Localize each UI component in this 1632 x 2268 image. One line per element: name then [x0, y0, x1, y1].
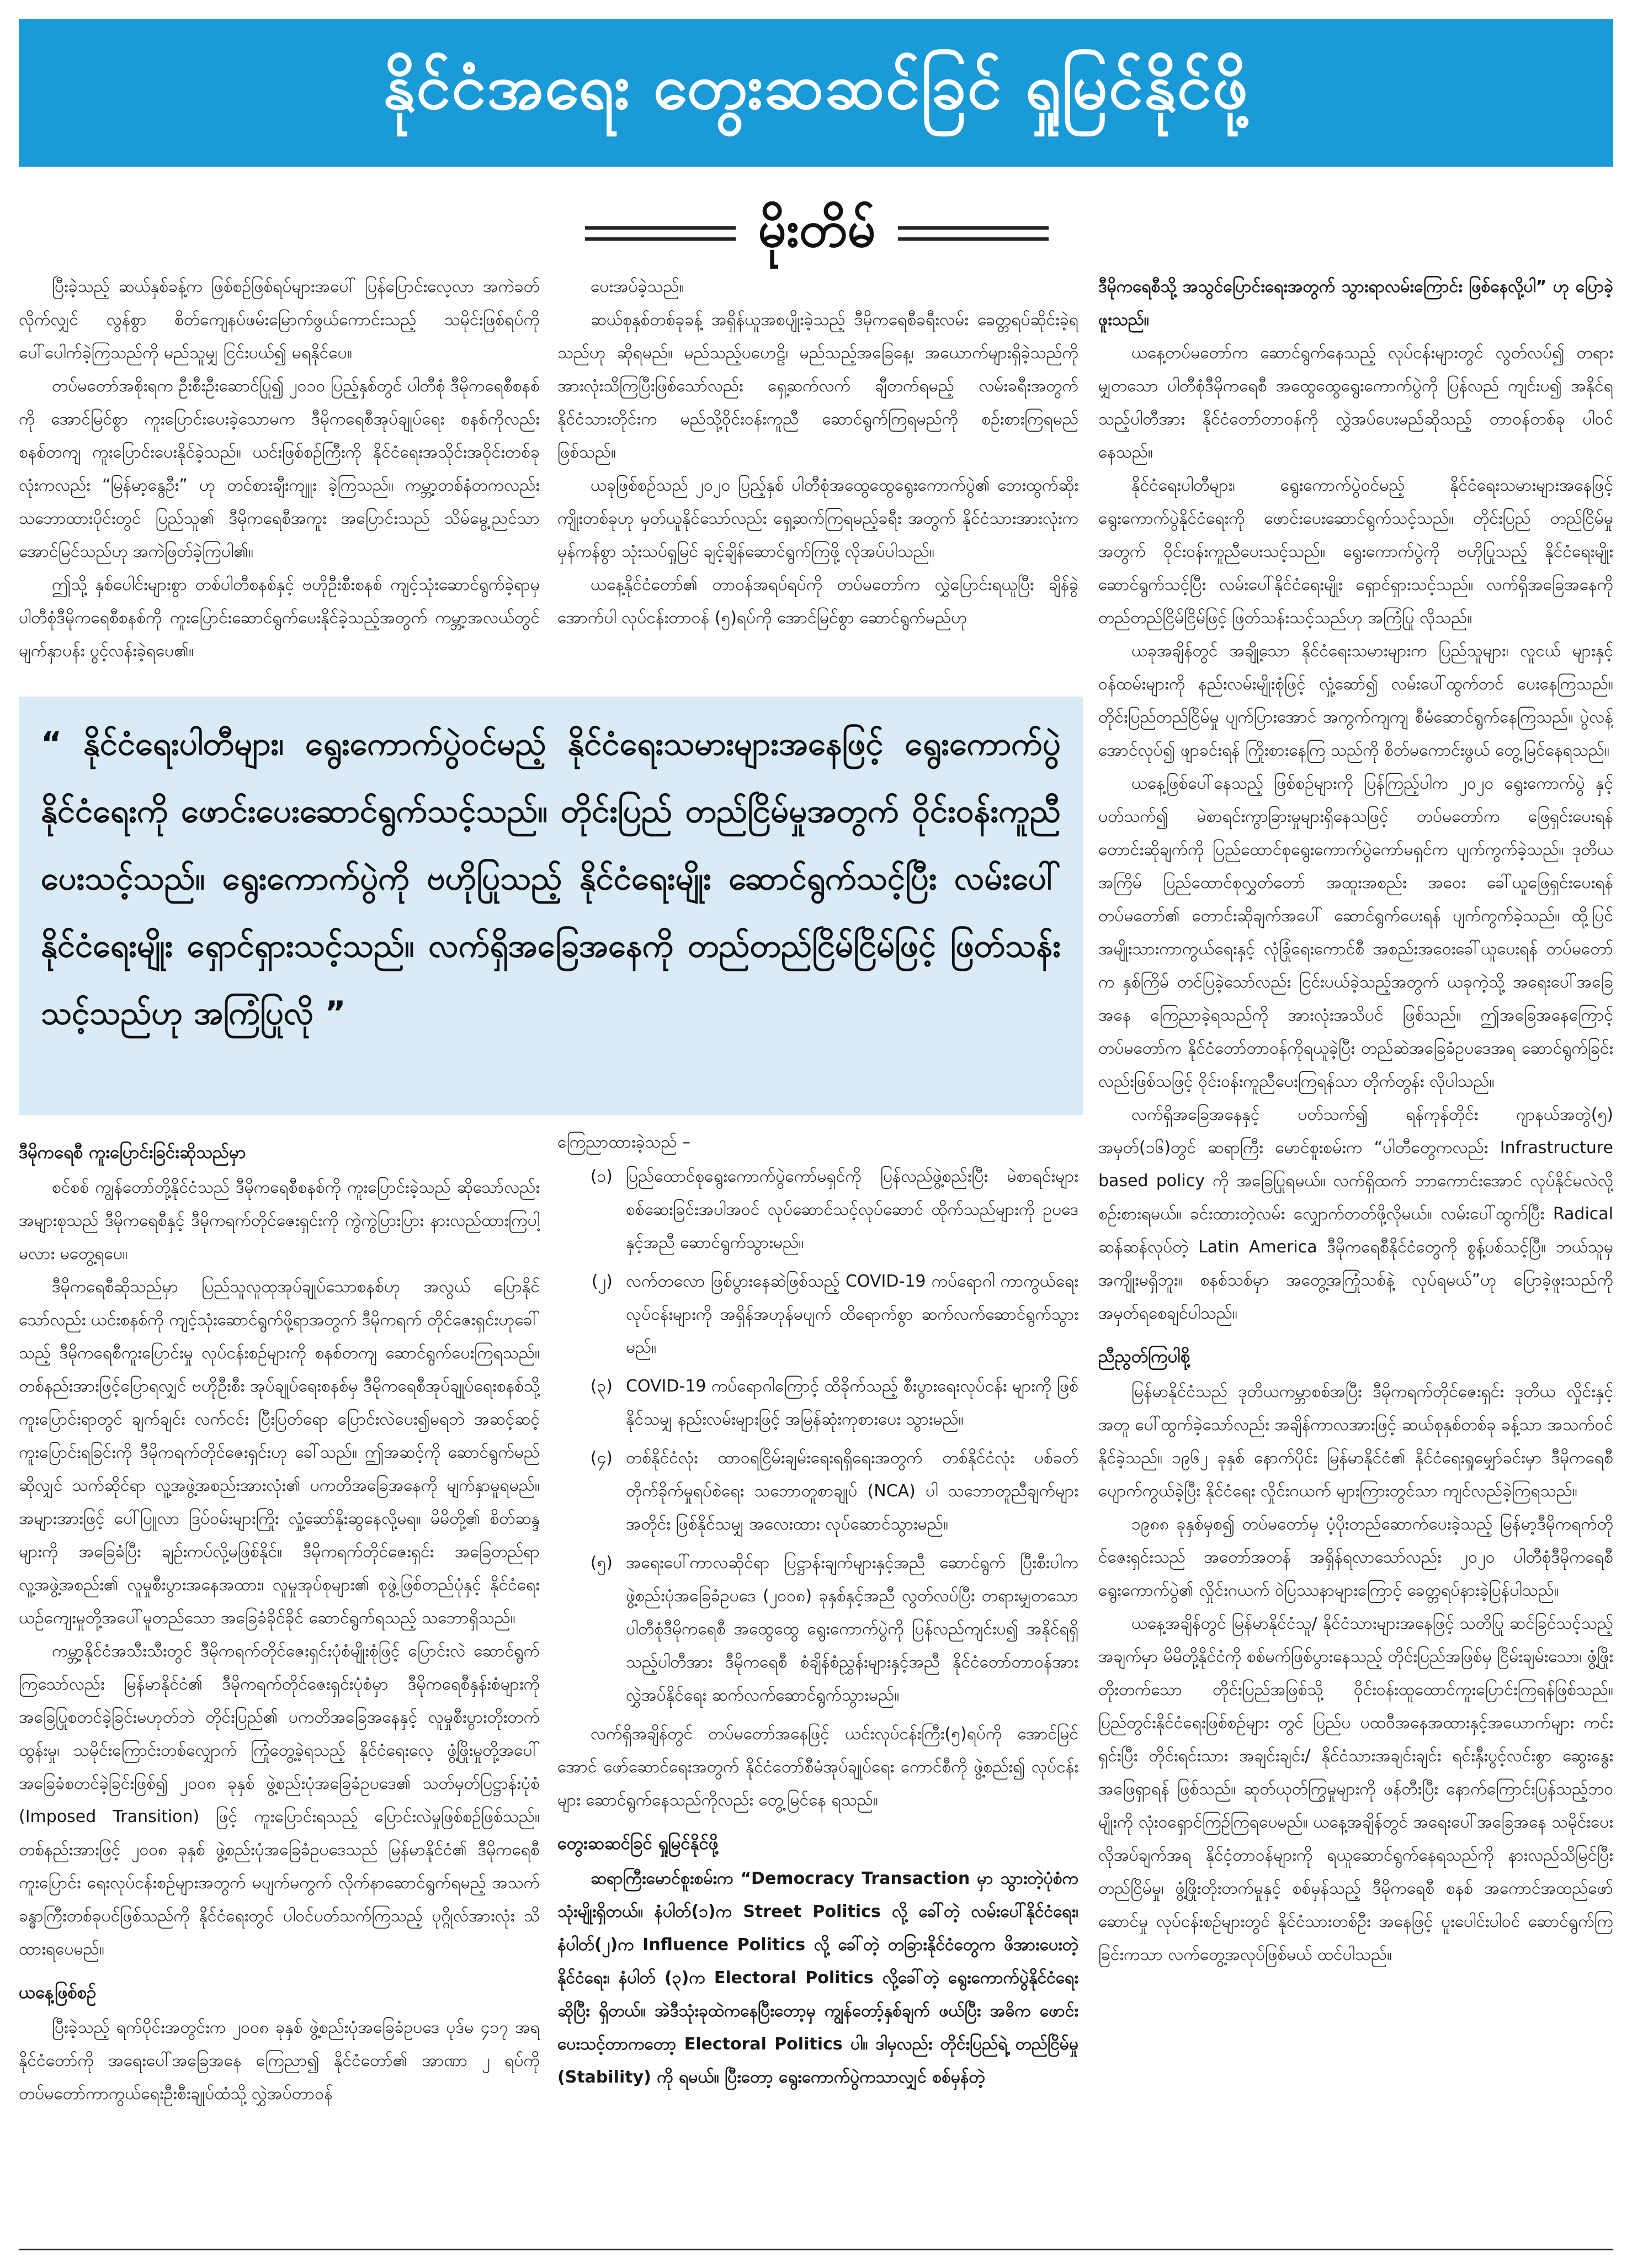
list-item: (၂) လက်တလော ဖြစ်ပွားနေဆဲဖြစ်သည့် COVID-19 ကပ်ရောဂါ ကာကွယ်ရေးလုပ်ငန်းများကို အရှိန်အဟုန်မပျက် ထိရောက်စွာ ဆက်လက်ဆောင်ရွက်သွားမည်။: [591, 1272, 1078, 1357]
paragraph: ဆရာကြီးမောင်စူးစမ်းက “Democracy Transaction မှာ သွားတဲ့ပုံစံက သုံးမျိုးရှိတယ်။ နံပါတ်(၁)က Street Politics လို့ ခေါ်တဲ့ လမ်းပေါ်နိုင်ငံရေး၊ နံပါတ်(၂)က Influence Politics လို့ ခေါ်တဲ့ တခြားနိုင်ငံတွေက ဖိအားပေးတဲ့ နိုင်ငံရေး၊ နံပါတ် (၃)က Electoral Politics လို့ခေါ်တဲ့ ရွေးကောက်ပွဲနိုင်ငံရေး ဆိုပြီး ရှိတယ်။ အဲဒီသုံးခုထဲကနေပြီးတော့မှ ကျွန်တော့်နှစ်ချက် ဖယ်ပြီး အဓိက ဖောင်းပေးသင့်တာကတော့ Electoral Politics ပါ။ ဒါမှလည်း တိုင်းပြည်ရဲ့ တည်ငြိမ်မှု (Stability) ကို ရမယ်။ ပြီးတော့ ရွေးကောက်ပွဲကသာလျှင် စစ်မှန်တဲ့: [557, 1869, 1078, 2087]
paragraph: ပေးအပ်ခဲ့သည်။: [591, 277, 684, 296]
paragraph: ၁၉၈၈ ခုနှစ်မှစ၍ တပ်မတော်မှ ပံ့ပိုးတည်ဆောက်ပေးခဲ့သည့် မြန်မာ့ဒီမိုကရက်တိုင်ဇေးရှင်းသည် အတော်အတန် အရှိန်ရလာသော်လည်း ၂၀၂၀ ပါတီစုံဒီမိုကရေစီရွေးကောက်ပွဲ၏ လှိုင်းဂယက် ဝဲပြဿနာများကြောင့် ခေတ္တရပ်နားခဲ့ပြန်ပါသည်။: [1098, 1515, 1613, 1600]
list-item: (၄) တစ်နိုင်ငံလုံး ထာဝရငြိမ်းချမ်းရေးရရှိရေးအတွက် တစ်နိုင်ငံလုံး ပစ်ခတ်တိုက်ခိုက်မှုရပ်စဲရေး သဘောတူစာချုပ် (NCA) ပါ သဘောတူညီချက်များအတိုင်း ဖြစ်နိုင်သမျှ အလေးထား လုပ်ဆောင်သွားမည်။: [590, 1448, 1078, 1534]
column-1-bottom: [19, 1126, 540, 2241]
list-item: (၅) အရေးပေါ်ကာလဆိုင်ရာ ပြဋ္ဌာန်းချက်များနှင့်အညီ ဆောင်ရွက် ပြီးစီးပါက ဖွဲ့စည်းပုံအခြေခံဥပဒေ (၂၀၀၈) ခုနှစ်နှင့်အညီ လွတ်လပ်ပြီး တရားမျှတသော ပါတီစုံဒီမိုကရေစီ အထွေထွေ ရွေးကောက်ပွဲကို ပြန်လည်ကျင်းပ၍ အနိုင်ရရှိသည့်ပါတီအား ဒီမိုကရေစီ စံချိန်စံညွှန်းများနှင့်အညီ နိုင်ငံတော်တာဝန်အား လွှဲအပ်နိုင်ရေး ဆက်လက်ဆောင်ရွက်သွားမည်။: [590, 1553, 1078, 1705]
paragraph: မြန်မာနိုင်ငံသည် ဒုတိယကမ္ဘာစစ်အပြီး ဒီမိုကရက်တိုင်ဇေးရှင်း ဒုတိယ လှိုင်းနှင့်အတူ ပေါ်ထွက်ခဲ့သော်လည်း အချိန်ကာလအားဖြင့် ဆယ်စုနှစ်တစ်ခု ခန့်သာ အသက်ဝင်နိုင်ခဲ့သည်။ ၁၉၆၂ ခုနှစ် နောက်ပိုင်း မြန်မာနိုင်ငံ၏ နိုင်ငံရေးရှုမျှော်ခင်းမှာ ဒီမိုကရေစီပျောက်ကွယ်ခဲ့ပြီး နိုင်ငံရေး လှိုင်းဂယက် များကြားတွင်သာ ကျင်လည်ခဲ့ကြရသည်။: [1098, 1382, 1613, 1501]
paragraph: ယနေ့ဖြစ်ပေါ်နေသည့် ဖြစ်စဉ်များကို ပြန်ကြည့်ပါက ၂၀၂၀ ရွေးကောက်ပွဲ နှင့် ပတ်သက်၍ မဲစာရင်းကွာခြားမှုများရှိနေသဖြင့် တပ်မတော်က ဖြေရှင်းပေးရန် တောင်းဆိုချက်ကို ပြည်ထောင်စုရွေးကောက်ပွဲကော်မရှင်က ပျက်ကွက်ခဲ့သည်။ ဒုတိယအကြိမ် ပြည်ထောင်စုလွှတ်တော် အထူးအစည်း အဝေး ခေါ်ယူဖြေရှင်းပေးရန် တပ်မတော်၏ တောင်းဆိုချက်အပေါ် ဆောင်ရွက်ပေးရန် ပျက်ကွက်ခဲ့သည်။ ထို့ပြင် အမျိုးသားကာကွယ်ရေးနှင့် လုံခြုံရေးကောင်စီ အစည်းအဝေးခေါ်ယူပေးရန် တပ်မတော်က နှစ်ကြိမ် တင်ပြခဲ့သော်လည်း ငြင်းပယ်ခဲ့သည့်အတွက် ယခုကဲ့သို့ အရေးပေါ်အခြေ အနေ ကြေညာခဲ့ရသည်ကို အားလုံးအသိပင် ဖြစ်သည်။ ဤအခြေအနေကြောင့် တပ်မတော်က နိုင်ငံတော်တာဝန်ကိုရယူခဲ့ပြီး တည်ဆဲအခြေခံဥပဒေအရ ဆောင်ရွက်ခြင်းလည်းဖြစ်သဖြင့် ဝိုင်းဝန်းကူညီပေးကြရန်သာ တိုက်တွန်း လိုပါသည်။: [1098, 774, 1613, 1091]
paragraph: စင်စစ် ကျွန်တော်တို့နိုင်ငံသည် ဒီမိုကရေစီစနစ်ကို ကူးပြောင်းခဲ့သည် ဆိုသော်လည်း အများစုသည် ဒီမိုကရေစီနှင့် ဒီမိုကရက်တိုင်ဇေးရှင်းကို ကွဲကွဲပြားပြား နားလည်ထားကြပါ့မလား မတွေ့ရပေ။: [19, 1178, 540, 1263]
paragraph: တပ်မတော်အစိုးရက ဦးစီးဦးဆောင်ပြု၍ ၂၀၁၀ ပြည့်နှစ်တွင် ပါတီစုံ ဒီမိုကရေစီစနစ်ကို အောင်မြင်စွာ ကူးပြောင်းပေးခဲ့သောမက ဒီမိုကရေစီအုပ်ချုပ်ရေး စနစ်ကိုလည်း စနစ်တကျ ကူးပြောင်းပေးနိုင်ခဲ့သည်။ ယင်းဖြစ်စဉ်ကြီးကို နိုင်ငံရေးအသိုင်းအဝိုင်းတစ်ခုလုံးကလည်း “မြန်မာ့နွေဦး” ဟု တင်စားချီးကျူး ခဲ့ကြသည်။ ကမ္ဘာ့တစ်နံတကလည်း သဘောထားပိုင်းတွင် ပြည်သူ၏ ဒီမိုကရေစီအကူး အပြောင်းသည် သိမ်မွေ့ညင်သာ အောင်မြင်သည်ဟု အကဲဖြတ်ခဲ့ကြပါ၏။: [19, 376, 540, 561]
byline-rule-left: [585, 226, 736, 241]
paragraph: ပြီးခဲ့သည့် ဆယ်နှစ်ခန့်က ဖြစ်စဉ်ဖြစ်ရပ်များအပေါ် ပြန်ပြောင်းလေ့လာ အကဲခတ်လိုက်လျှင် လွန်စွာ စိတ်ကျေနပ်ဖမ်းမြောက်ဖွယ်ကောင်းသည့် သမိုင်းဖြစ်ရပ်ကို ပေါ်ပေါက်ခဲ့ကြသည်ကို မည်သူမျှ ငြင်းပယ်၍ မရနိုင်ပေ။: [19, 277, 540, 363]
article-title: နိုင်ငံအရေး တွေးဆဆင်ခြင် ရှုမြင်နိုင်ဖို့: [383, 51, 1249, 123]
column-1-top: [19, 270, 540, 690]
list-item: (၃) COVID-19 ကပ်ရောဂါကြောင့် ထိခိုက်သည့် စီးပွားရေးလုပ်ငန်း များကို ဖြစ်နိုင်သမျှ နည်းလမ်းများဖြင့် အမြန်ဆုံးကုစားပေး သွားမည်။: [590, 1377, 1078, 1429]
paragraph: လက်ရှိအချိန်တွင် တပ်မတော်အနေဖြင့် ယင်းလုပ်ငန်းကြီး(၅)ရပ်ကို အောင်မြင်အောင် ဖော်ဆောင်ရေးအတွက် နိုင်ငံတော်စီမံအုပ်ချုပ်ရေး ကောင်စီကို ဖွဲ့စည်း၍ လုပ်ငန်းများ ဆောင်ရွက်နေသည်ကိုလည်း တွေ့မြင်နေ ရသည်။: [557, 1724, 1078, 1810]
pull-quote-box: [19, 697, 1083, 1115]
column-2-bottom: [557, 1126, 1078, 2241]
title-banner: [19, 19, 1613, 167]
column-3: [1098, 270, 1613, 2241]
paragraph: ယနေ့နိုင်ငံတော်၏ တာဝန်အရပ်ရပ်ကို တပ်မတော်က လွှဲပြောင်းရယူပြီး ချိန်ခွဲ အောက်ပါ လုပ်ငန်းတာဝန် (၅)ရပ်ကို အောင်မြင်စွာ ဆောင်ရွက်မည်ဟု: [557, 575, 1078, 628]
section-heading: ဒီမိုကရေစီ ကူးပြောင်းခြင်းဆိုသည်မှာ: [19, 1143, 246, 1162]
byline-rule-right: [898, 226, 1049, 241]
paragraph: နိုင်ငံရေးပါတီများ၊ ရွေးကောက်ပွဲဝင်မည့် နိုင်ငံရေးသမားများအနေဖြင့် ရွေးကောက်ပွဲနိုင်ငံရေးကို ဖောင်းပေးဆောင်ရွက်သင့်သည်။ တိုင်းပြည် တည်ငြိမ်မှုအတွက် ဝိုင်းဝန်းကူညီပေးသင့်သည်။ ရွေးကောက်ပွဲကို ဗဟိုပြုသည့် နိုင်ငံရေးမျိုး ဆောင်ရွက်သင့်ပြီး လမ်းပေါ်နိုင်ငံရေးမျိုး ရှောင်ရှားသင့်သည်။ လက်ရှိအခြေအနေကို တည်တည်ငြိမ်ငြိမ်ဖြင့် ဖြတ်သန်းသင့်သည်ဟု အကြံပြု လိုသည်။: [1098, 476, 1613, 628]
paragraph: ကြေညာထားခဲ့သည် –: [557, 1133, 690, 1152]
section-heading: ယနေ့ဖြစ်စဉ်: [19, 1983, 97, 2003]
paragraph: ယခုအချိန်တွင် အချို့သော နိုင်ငံရေးသမားများက ပြည်သူများ၊ လူငယ် များနှင့် ဝန်ထမ်းများကို နည်းလမ်းမျိုးစုံဖြင့် လှုံ့ဆော်၍ လမ်းပေါ်ထွက်တင် ပေးနေကြသည်။ တိုင်းပြည်တည်ငြိမ်မှု ပျက်ပြားအောင် အကွက်ကျကျ စီမံဆောင်ရွက်နေကြသည်။ ပွဲလန့်အောင်လုပ်၍ ဖျာခင်းရန် ကြိုးစားနေကြ သည်ကို စိတ်မကောင်းဖွယ် တွေ့မြင်နေရသည်။: [1098, 641, 1613, 760]
paragraph: လက်ရှိအခြေအနေနှင့် ပတ်သက်၍ ရန်ကုန်တိုင်း ဂျာနယ်အတွဲ(၅) အမှတ်(၁၆)တွင် ဆရာကြီး မောင်စူးစမ်းက “ပါတီတွေကလည်း Infrastructure based policy ကို အခြေပြုရမယ်။ လက်ရှိထက် ဘာကောင်းအောင် လုပ်နိုင်မလဲလို့ စဉ်းစားရမယ်။ ခင်းထားတဲ့လမ်း လျှောက်တတ်ဖို့လိုမယ်။ လမ်းပေါ်ထွက်ပြီး Radical ဆန်ဆန်လုပ်တဲ့ Latin America ဒီမိုကရေစီနိုင်ငံတွေကို စွန့်ပစ်သင့်ပြီ။ ဘယ်သူမှ အကျိုးမရှိဘူး။ စနစ်သစ်မှာ အတွေ့အကြုံသစ်နဲ့ လုပ်ရမယ်”ဟု ပြောခဲ့ဖူးသည်ကို အမှတ်ရစေချင်ပါသည်။: [1098, 1105, 1613, 1323]
paragraph: ဆယ်စုနှစ်တစ်ခုခန့် အရှိန်ယူအစပျိုးခဲ့သည့် ဒီမိုကရေစီခရီးလမ်း ခေတ္တရပ်ဆိုင်းခဲ့ရသည်ဟု ဆိုရမည်။ မည်သည့်ပဟေဠိ၊ မည်သည့်အခြေနေ့၊ အယောက်များရှိခဲ့သည်ကို အားလုံးသိကြပြီးဖြစ်သော်လည်း ရှေ့ဆက်လက် ချီတက်ရမည့် လမ်းခရီးအတွက် နိုင်ငံသားတိုင်းက မည်သို့ဝိုင်းဝန်းကူညီ ဆောင်ရွက်ကြရမည်ကို စဉ်းစားကြရမည်ဖြစ်သည်။: [557, 310, 1078, 462]
paragraph: ကမ္ဘာ့နိုင်ငံအသီးသီးတွင် ဒီမိုကရက်တိုင်ဇေးရှင်းပုံစံမျိုးစုံဖြင့် ပြောင်းလဲ ဆောင်ရွက်ကြသော်လည်း မြန်မာနိုင်ငံ၏ ဒီမိုကရက်တိုင်ဇေးရှင်းပုံစံမှာ ဒီမိုကရေစီနှန်းစံများကို အခြေပြုစတင်ခဲ့ခြင်းမဟုတ်ဘဲ တိုင်းပြည်၏ ပကတိအခြေအနေနှင့် လူမှုစီးပွားတိုးတက်ထွန်းမှု၊ သမိုင်းကြောင်းတစ်လျှောက် ကြုံတွေ့ခဲ့ရသည့် နိုင်ငံရေးလေ့ ဖွံ့ဖြိုးမှုတို့အပေါ် အခြေခံစတင်ခဲ့ခြင်းဖြစ်၍ ၂၀၀၈ ခုနှစ် ဖွဲ့စည်းပုံအခြေခံဥပဒေ၏ သတ်မှတ်ပြဋ္ဌာန်းပုံစံ (Imposed Transition) ဖြင့် ကူးပြောင်းရသည့် ပြောင်းလဲမှုဖြစ်စဉ်ဖြစ်သည်။ တစ်နည်းအားဖြင့် ၂၀၀၈ ခုနှစ် ဖွဲ့စည်းပုံအခြေခံဥပဒေသည် မြန်မာနိုင်ငံ၏ ဒီမိုကရေစီကူးပြောင်း ရေးလုပ်ငန်းစဉ်များအတွက် မပျက်မကွက် လိုက်နာဆောင်ရွက်ရမည့် အသက်ခန္ဓာကြီးတစ်ခုပင်ဖြစ်သည်ကို နိုင်ငံရေးတွင် ပါဝင်ပတ်သက်ကြသည့် ပုဂ္ဂိုလ်အားလုံး သိထားရပေမည်။: [19, 1642, 540, 1959]
author-byline: မိုးတိမ်: [758, 200, 876, 258]
paragraph: ယခုဖြစ်စဉ်သည် ၂၀၂၀ ပြည့်နှစ် ပါတီစုံအထွေထွေရွေးကောက်ပွဲ၏ ဘေးထွက်ဆိုးကျိုးတစ်ခုဟု မှတ်ယူနိုင်သော်လည်း ရှေ့ဆက်ကြရမည့်ခရီး အတွက် နိုင်ငံသားအားလုံးက မှန်ကန်စွာ သုံးသပ်ရှုမြင် ချင့်ချိန်ဆောင်ရွက်ကြဖို့ လိုအပ်ပါသည်။: [557, 476, 1078, 561]
section-heading: ညီညွတ်ကြပါစို့: [1098, 1347, 1190, 1367]
list-item: (၁) ပြည်ထောင်စုရွေးကောက်ပွဲကော်မရှင်ကို ပြန်လည်ဖွဲ့စည်းပြီး မဲစာရင်းများ စစ်ဆေးခြင်းအပါအဝင် လုပ်ဆောင်သင့်လုပ်ဆောင် ထိုက်သည်များကို ဥပဒေနှင့်အညီ ဆောင်ရွက်သွားမည်။: [590, 1167, 1078, 1252]
pull-quote: “ နိုင်ငံရေးပါတီများ၊ ရွေးကောက်ပွဲဝင်မည့် နိုင်ငံရေးသမားများအနေဖြင့် ရွေးကောက်ပွဲနိုင်ငံရေးကို ဖောင်းပေးဆောင်ရွက်သင့်သည်။ တိုင်းပြည် တည်ငြိမ်မှုအတွက် ဝိုင်းဝန်းကူညီပေးသင့်သည်။ ရွေးကောက်ပွဲကို ဗဟိုပြုသည့် နိုင်ငံရေးမျိုး ဆောင်ရွက်သင့်ပြီး လမ်းပေါ်နိုင်ငံရေးမျိုး ရှောင်ရှားသင့်သည်။ လက်ရှိအခြေအနေကို တည်တည်ငြိမ်ငြိမ်ဖြင့် ဖြတ်သန်းသင့်သည်ဟု အကြံပြုလို ”: [41, 725, 1061, 1032]
section-heading: တွေးဆဆင်ခြင် ရှုမြင်နိုင်ဖို့: [557, 1834, 719, 1853]
paragraph: ယနေ့တပ်မတော်က ဆောင်ရွက်နေသည့် လုပ်ငန်းများတွင် လွတ်လပ်၍ တရားမျှတသော ပါတီစုံဒီမိုကရေစီ အထွေထွေရွေးကောက်ပွဲကို ပြန်လည် ကျင်းပ၍ အနိုင်ရသည့်ပါတီအား နိုင်ငံတော်တာဝန်ကို လွှဲအပ်ပေးမည်ဆိုသည့် တာဝန်တစ်ခု ပါဝင်နေသည်။: [1098, 343, 1613, 462]
paragraph: ပြီးခဲ့သည့် ရက်ပိုင်းအတွင်းက ၂၀၀၈ ခုနှစ် ဖွဲ့စည်းပုံအခြေခံဥပဒေ ပုဒ်မ ၄၁၇ အရ နိုင်ငံတော်ကို အရေးပေါ်အခြေအနေ ကြေညာ၍ နိုင်ငံတော်၏ အာဏာ ၂ ရပ်ကို တပ်မတော်ကာကွယ်ရေးဦးစီးချုပ်ထံသို့ လွှဲအပ်တာဝန်: [19, 2018, 540, 2104]
paragraph: ဒီမိုကရေစီဆိုသည်မှာ ပြည်သူလူထုအုပ်ချုပ်သောစနစ်ဟု အလွယ် ပြောနိုင်သော်လည်း ယင်းစနစ်ကို ကျင့်သုံးဆောင်ရွက်ဖို့ရာအတွက် ဒီမိုကရက် တိုင်ဇေးရှင်းဟုခေါ်သည့် ဒီမိုကရေစီကူးပြောင်းမှု လုပ်ငန်းစဉ်များကို စနစ်တကျ ဆောင်ရွက်ပေးကြရသည်။ တစ်နည်းအားဖြင့်ပြောရလျှင် ဗဟိုဦးစီး အုပ်ချုပ်ရေးစနစ်မှ ဒီမိုကရေစီအုပ်ချုပ်ရေးစနစ်သို့ ကူးပြောင်းရာတွင် ချက်ချင်း လက်ငင်း ပြီးပြတ်ရော ပြောင်းလဲပေး၍မရဘဲ အဆင့်ဆင့်ကူးပြောင်းရခြင်းကို ဒီမိုကရက်တိုင်ဇေးရှင်းဟု ခေါ်သည်။ ဤအဆင့်ကို ဆောင်ရွက်မည်ဆိုလျှင် သက်ဆိုင်ရာ လူ့အဖွဲ့အစည်းအားလုံး၏ ပကတိအခြေအနေကို မျက်နှာမူရမည်။ အများအားဖြင့် ပေါ်ပြူလာ ဒြပ်ဝမ်းများကြိုး လှုံ့ဆော်နိုးဆွနေလို့မရ။ မိမိတို့၏ စိတ်ဆန္ဒများကို အခြေခံပြီး ချဉ်းကပ်လို့မဖြစ်နိုင်။ ဒီမိုကရက်တိုင်ဇေးရှင်း အခြေတည်ရာ လူ့အဖွဲ့အစည်း၏ လူမှုစီးပွားအနေအထား၊ လူမှုအုပ်စုများ၏ စုဖွဲ့ဖြစ်တည်ပုံနှင့် နိုင်ငံရေးယဉ်ကျေးမှုတို့အပေါ်မူတည်သော အခြေခံခိုင်ခိုင် ဆောင်ရွက်ရသည့် သဘောရှိသည်။: [19, 1277, 540, 1628]
paragraph: ယနေ့အချိန်တွင် မြန်မာနိုင်ငံသူ/ နိုင်ငံသားများအနေဖြင့် သတိပြု ဆင်ခြင်သင့်သည့်အချက်မှာ မိမိတို့နိုင်ငံကို စစ်မက်ဖြစ်ပွားနေသည့် တိုင်းပြည်အဖြစ်မှ ငြိမ်းချမ်းသော၊ ဖွံ့ဖြိုးတိုးတက်သော တိုင်းပြည်အဖြစ်သို့ ဝိုင်းဝန်းထူထောင်ကူးပြောင်းကြရန်ဖြစ်သည်။ ပြည်တွင်းနိုင်ငံရေးဖြစ်စဉ်များ တွင် ပြည်ပ ပထဝီအနေအထားနှင့်အယောက်များ ကင်းရှင်းပြီး တိုင်းရင်းသား အချင်းချင်း/ နိုင်ငံသားအချင်းချင်း ရင်းနှီးပွင့်လင်းစွာ ဆွေးနွေးအဖြေရှာရန် ဖြစ်သည်။ ဆုတ်ယုတ်ကြွမှုများကို ဖန်တီးပြီး နောက်ကြောင်းပြန်သည့်ဘဝမျိုးကို လုံးဝရှောင်ကြဉ်ကြရပေမည်။ ယနေ့အချိန်တွင် အရေးပေါ်အခြေအနေ သမိုင်းပေးလိုအပ်ချက်အရ နိုင်ငံ့တာဝန်များကို ရယူဆောင်ရွက်နေရသည်ကို နားလည်သိမြင်ပြီး တည်ငြိမ်မှု၊ ဖွံ့ဖြိုးတိုးတက်မှုနှင့် စစ်မှန်သည့် ဒီမိုကရေစီ စနစ် အကောင်အထည်ဖော်ဆောင်မှု လုပ်ငန်းစဉ်များတွင် နိုင်ငံသားတစ်ဦး အနေဖြင့် ပူးပေါင်းပါဝင် ဆောင်ရွက်ကြခြင်းကသာ လက်တွေ့အလုပ်ဖြစ်မယ် ထင်ပါသည်။: [1098, 1614, 1613, 1964]
paragraph: ဤသို့ နှစ်ပေါင်းများစွာ တစ်ပါတီစနစ်နှင့် ဗဟိုဦးစီးစနစ် ကျင့်သုံးဆောင်ရွက်ခဲ့ရာမှ ပါတီစုံဒီမိုကရေစီစနစ်ကို ကူးပြောင်းဆောင်ရွက်ပေးနိုင်ခဲ့သည့်အတွက် ကမ္ဘာ့အလယ်တွင် မျက်နှာပန်း ပွင့်လန်းခဲ့ရပေ၏။: [19, 575, 540, 661]
bottom-rule: [19, 2249, 1613, 2250]
paragraph: ဒီမိုကရေစီသို့ အသွင်ပြောင်းရေးအတွက် သွားရာလမ်းကြောင်း ဖြစ်နေလို့ပါ” ဟု ပြောခဲ့ဖူးသည်။: [1098, 277, 1613, 330]
column-2-top: [557, 270, 1078, 690]
byline-row: [585, 200, 1049, 264]
